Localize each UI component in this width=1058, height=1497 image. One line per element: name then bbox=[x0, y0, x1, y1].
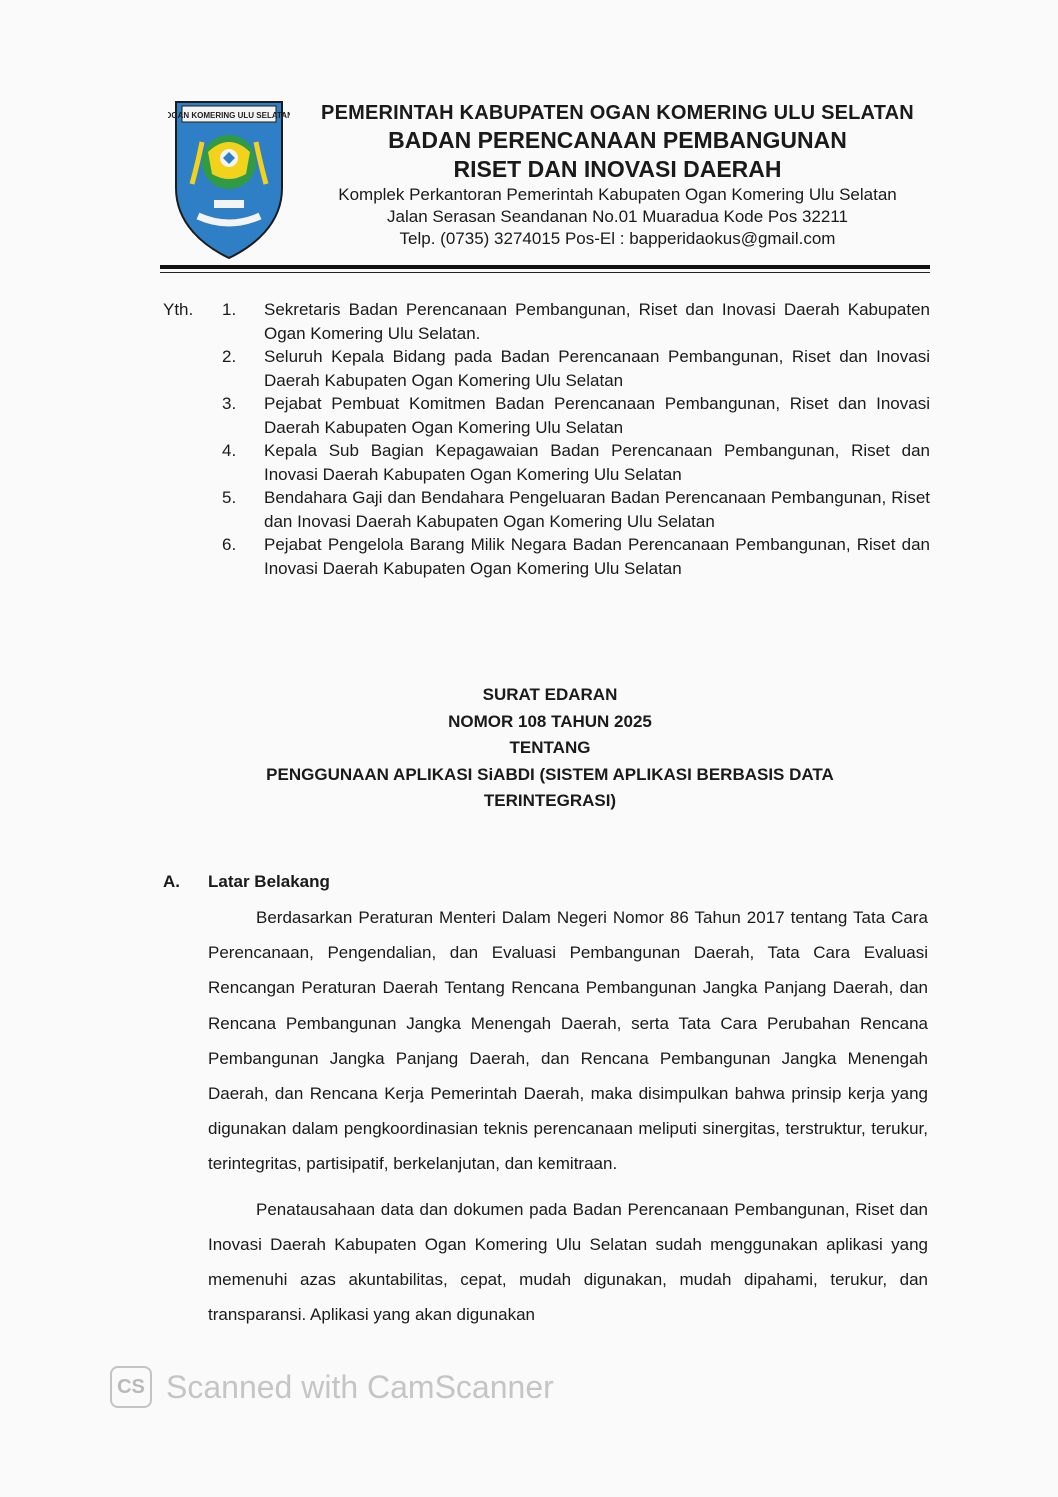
paragraph: Penatausahaan data dan dokumen pada Badan Perencanaan Pembangunan, Riset dan Inovasi Daerah Kabupaten Ogan Komering Ulu Selatan sudah menggunakan aplikasi yang memenuhi azas akuntabilitas, cepat, mudah digunakan, mudah dipahami, terukur, dan transparansi. Aplikasi yang akan digunakan bbox=[208, 1199, 928, 1325]
list-item bbox=[222, 298, 930, 345]
letterhead-contact: Telp. (0735) 3274015 Pos-El : bapperidaokus@gmail.com bbox=[399, 229, 836, 248]
letterhead-divider-thick bbox=[160, 265, 930, 269]
section-heading bbox=[163, 872, 330, 892]
addressee-list bbox=[222, 298, 930, 580]
list-item-number: 4. bbox=[222, 441, 237, 460]
title-type: SURAT EDARAN bbox=[482, 685, 618, 704]
letterhead-street: Jalan Serasan Seandanan No.01 Muaradua Kode Pos 32211 bbox=[387, 207, 848, 226]
letterhead-divider-thin bbox=[160, 272, 930, 273]
list-item bbox=[222, 533, 930, 580]
title-about: TENTANG bbox=[509, 738, 591, 757]
regency-shield-crest-icon bbox=[168, 92, 290, 262]
list-item bbox=[222, 392, 930, 439]
title-subject-line2: TERINTEGRASI) bbox=[483, 791, 617, 810]
list-item bbox=[222, 345, 930, 392]
letterhead-agency-line1: BADAN PERENCANAAN PEMBANGUNAN bbox=[388, 127, 847, 153]
camscanner-watermark bbox=[110, 1366, 554, 1408]
list-item-text: Seluruh Kepala Bidang pada Badan Perencanaan Pembangunan, Riset dan Inovasi Daerah Kabupaten Ogan Komering Ulu Selatan bbox=[264, 347, 930, 390]
list-item bbox=[222, 486, 930, 533]
paragraph: Berdasarkan Peraturan Menteri Dalam Negeri Nomor 86 Tahun 2017 tentang Tata Cara Perencanaan, Pengendalian, dan Evaluasi Pembangunan Daerah, Tata Cara Evaluasi Rencangan Peraturan Daerah Tentang Rencana Pembangunan Jangka Panjang Daerah, dan Rencana Pembangunan Jangka Menengah Daerah, serta Tata Cara Perubahan Rencana Pembangunan Jangka Panjang Daerah, dan Rencana Pembangunan Jangka Menengah Daerah, dan Rencana Kerja Pemerintah Daerah, maka disimpulkan bahwa prinsip kerja yang digunakan dalam pengkoordinasian teknis perencanaan meliputi sinergitas, terstruktur, terukur, terintegritas, partisipatif, berkelanjutan, dan kemitraan. bbox=[208, 908, 928, 1174]
svg-text:OGAN KOMERING ULU SELATAN: OGAN KOMERING ULU SELATAN bbox=[168, 111, 290, 120]
list-item-number: 1. bbox=[222, 300, 237, 319]
section-title: Latar Belakang bbox=[208, 872, 330, 891]
title-subject-line1: PENGGUNAAN APLIKASI SiABDI (SISTEM APLIKASI BERBASIS DATA bbox=[266, 764, 834, 784]
watermark-text: Scanned with CamScanner bbox=[166, 1368, 554, 1405]
title-number: NOMOR 108 TAHUN 2025 bbox=[448, 711, 652, 731]
list-item-number: 5. bbox=[222, 488, 237, 507]
document-title bbox=[200, 682, 900, 815]
list-item-text: Kepala Sub Bagian Kepagawaian Badan Perencanaan Pembangunan, Riset dan Inovasi Daerah Kabupaten Ogan Komering Ulu Selatan bbox=[264, 441, 930, 484]
letterhead-complex: Komplek Perkantoran Pemerintah Kabupaten Ogan Komering Ulu Selatan bbox=[338, 185, 897, 204]
list-item-number: 2. bbox=[222, 347, 237, 366]
list-item-text: Bendahara Gaji dan Bendahara Pengeluaran Badan Perencanaan Pembangunan, Riset dan Inovasi Daerah Kabupaten Ogan Komering Ulu Selatan bbox=[264, 488, 930, 531]
list-item bbox=[222, 439, 930, 486]
addressee-label: Yth. bbox=[163, 300, 194, 319]
section-body bbox=[208, 900, 928, 1342]
letterhead-agency-line2: RISET DAN INOVASI DAERAH bbox=[453, 156, 782, 182]
list-item-number: 3. bbox=[222, 394, 237, 413]
letterhead bbox=[300, 100, 935, 250]
camscanner-logo-icon: CS bbox=[110, 1366, 152, 1408]
list-item-text: Sekretaris Badan Perencanaan Pembangunan, Riset dan Inovasi Daerah Kabupaten Ogan Komering Ulu Selatan. bbox=[264, 300, 930, 343]
list-item-text: Pejabat Pengelola Barang Milik Negara Badan Perencanaan Pembangunan, Riset dan Inovasi Daerah Kabupaten Ogan Komering Ulu Selatan bbox=[264, 535, 930, 578]
list-item-text: Pejabat Pembuat Komitmen Badan Perencanaan Pembangunan, Riset dan Inovasi Daerah Kabupaten Ogan Komering Ulu Selatan bbox=[264, 394, 930, 437]
letterhead-government: PEMERINTAH KABUPATEN OGAN KOMERING ULU SELATAN bbox=[321, 102, 914, 124]
section-letter: A. bbox=[163, 872, 180, 891]
list-item-number: 6. bbox=[222, 535, 237, 554]
